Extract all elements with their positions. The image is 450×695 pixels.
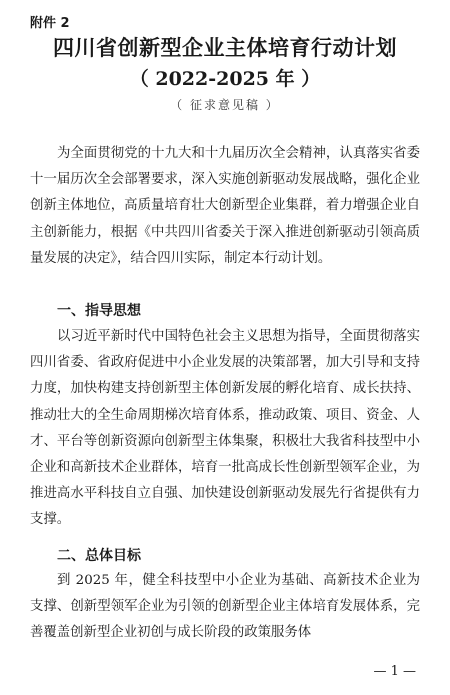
page-number: — 1 — <box>373 664 416 679</box>
section-heading-overall-goal: 二、总体目标 <box>57 548 141 564</box>
section2-paragraph: 到 2025 年，健全科技型中小企业为基础、高新技术企业为支撑、创新型领军企业为引领的创新型企业主体培育发展体系，完善覆盖创新型企业初创与成长阶段的政策服务体 <box>30 573 420 641</box>
document-title: 四川省创新型企业主体培育行动计划 <box>53 35 397 60</box>
document-subtitle: （ 2022-2025 年 ） <box>129 68 321 90</box>
draft-note: （ 征求意见稿 ） <box>170 98 280 112</box>
section1-paragraph: 以习近平新时代中国特色社会主义思想为指导，全面贯彻落实四川省委、省政府促进中小企业发展的决策部署，加大引导和支持力度，加快构建支持创新型主体创新发展的孵化培育、成长扶持、推动壮大的全生命周期梯次培育体系，推动政策、项目、资金、人才、平台等创新资源向创新型主体集聚，积极壮大我省科技型中小企业和高新技术企业群体，培育一批高成长性创新型领军企业，为推进高水平科技自立自强、加快建设创新驱动发展先行省提供有力支撑。 <box>30 329 420 528</box>
attachment-label: 附件 2 <box>30 16 70 31</box>
section-heading-guiding-ideology: 一、指导思想 <box>57 303 141 319</box>
intro-paragraph: 为全面贯彻党的十九大和十九届历次全会精神，认真落实省委十一届历次全会部署要求，深入实施创新驱动发展战略，强化企业创新主体地位，高质量培育壮大创新型企业集群，着力增强企业自主创新能力，根据《中共四川省委关于深入推进创新驱动引领高质量发展的决定》，结合四川实际，制定本行动计划。 <box>30 146 420 266</box>
